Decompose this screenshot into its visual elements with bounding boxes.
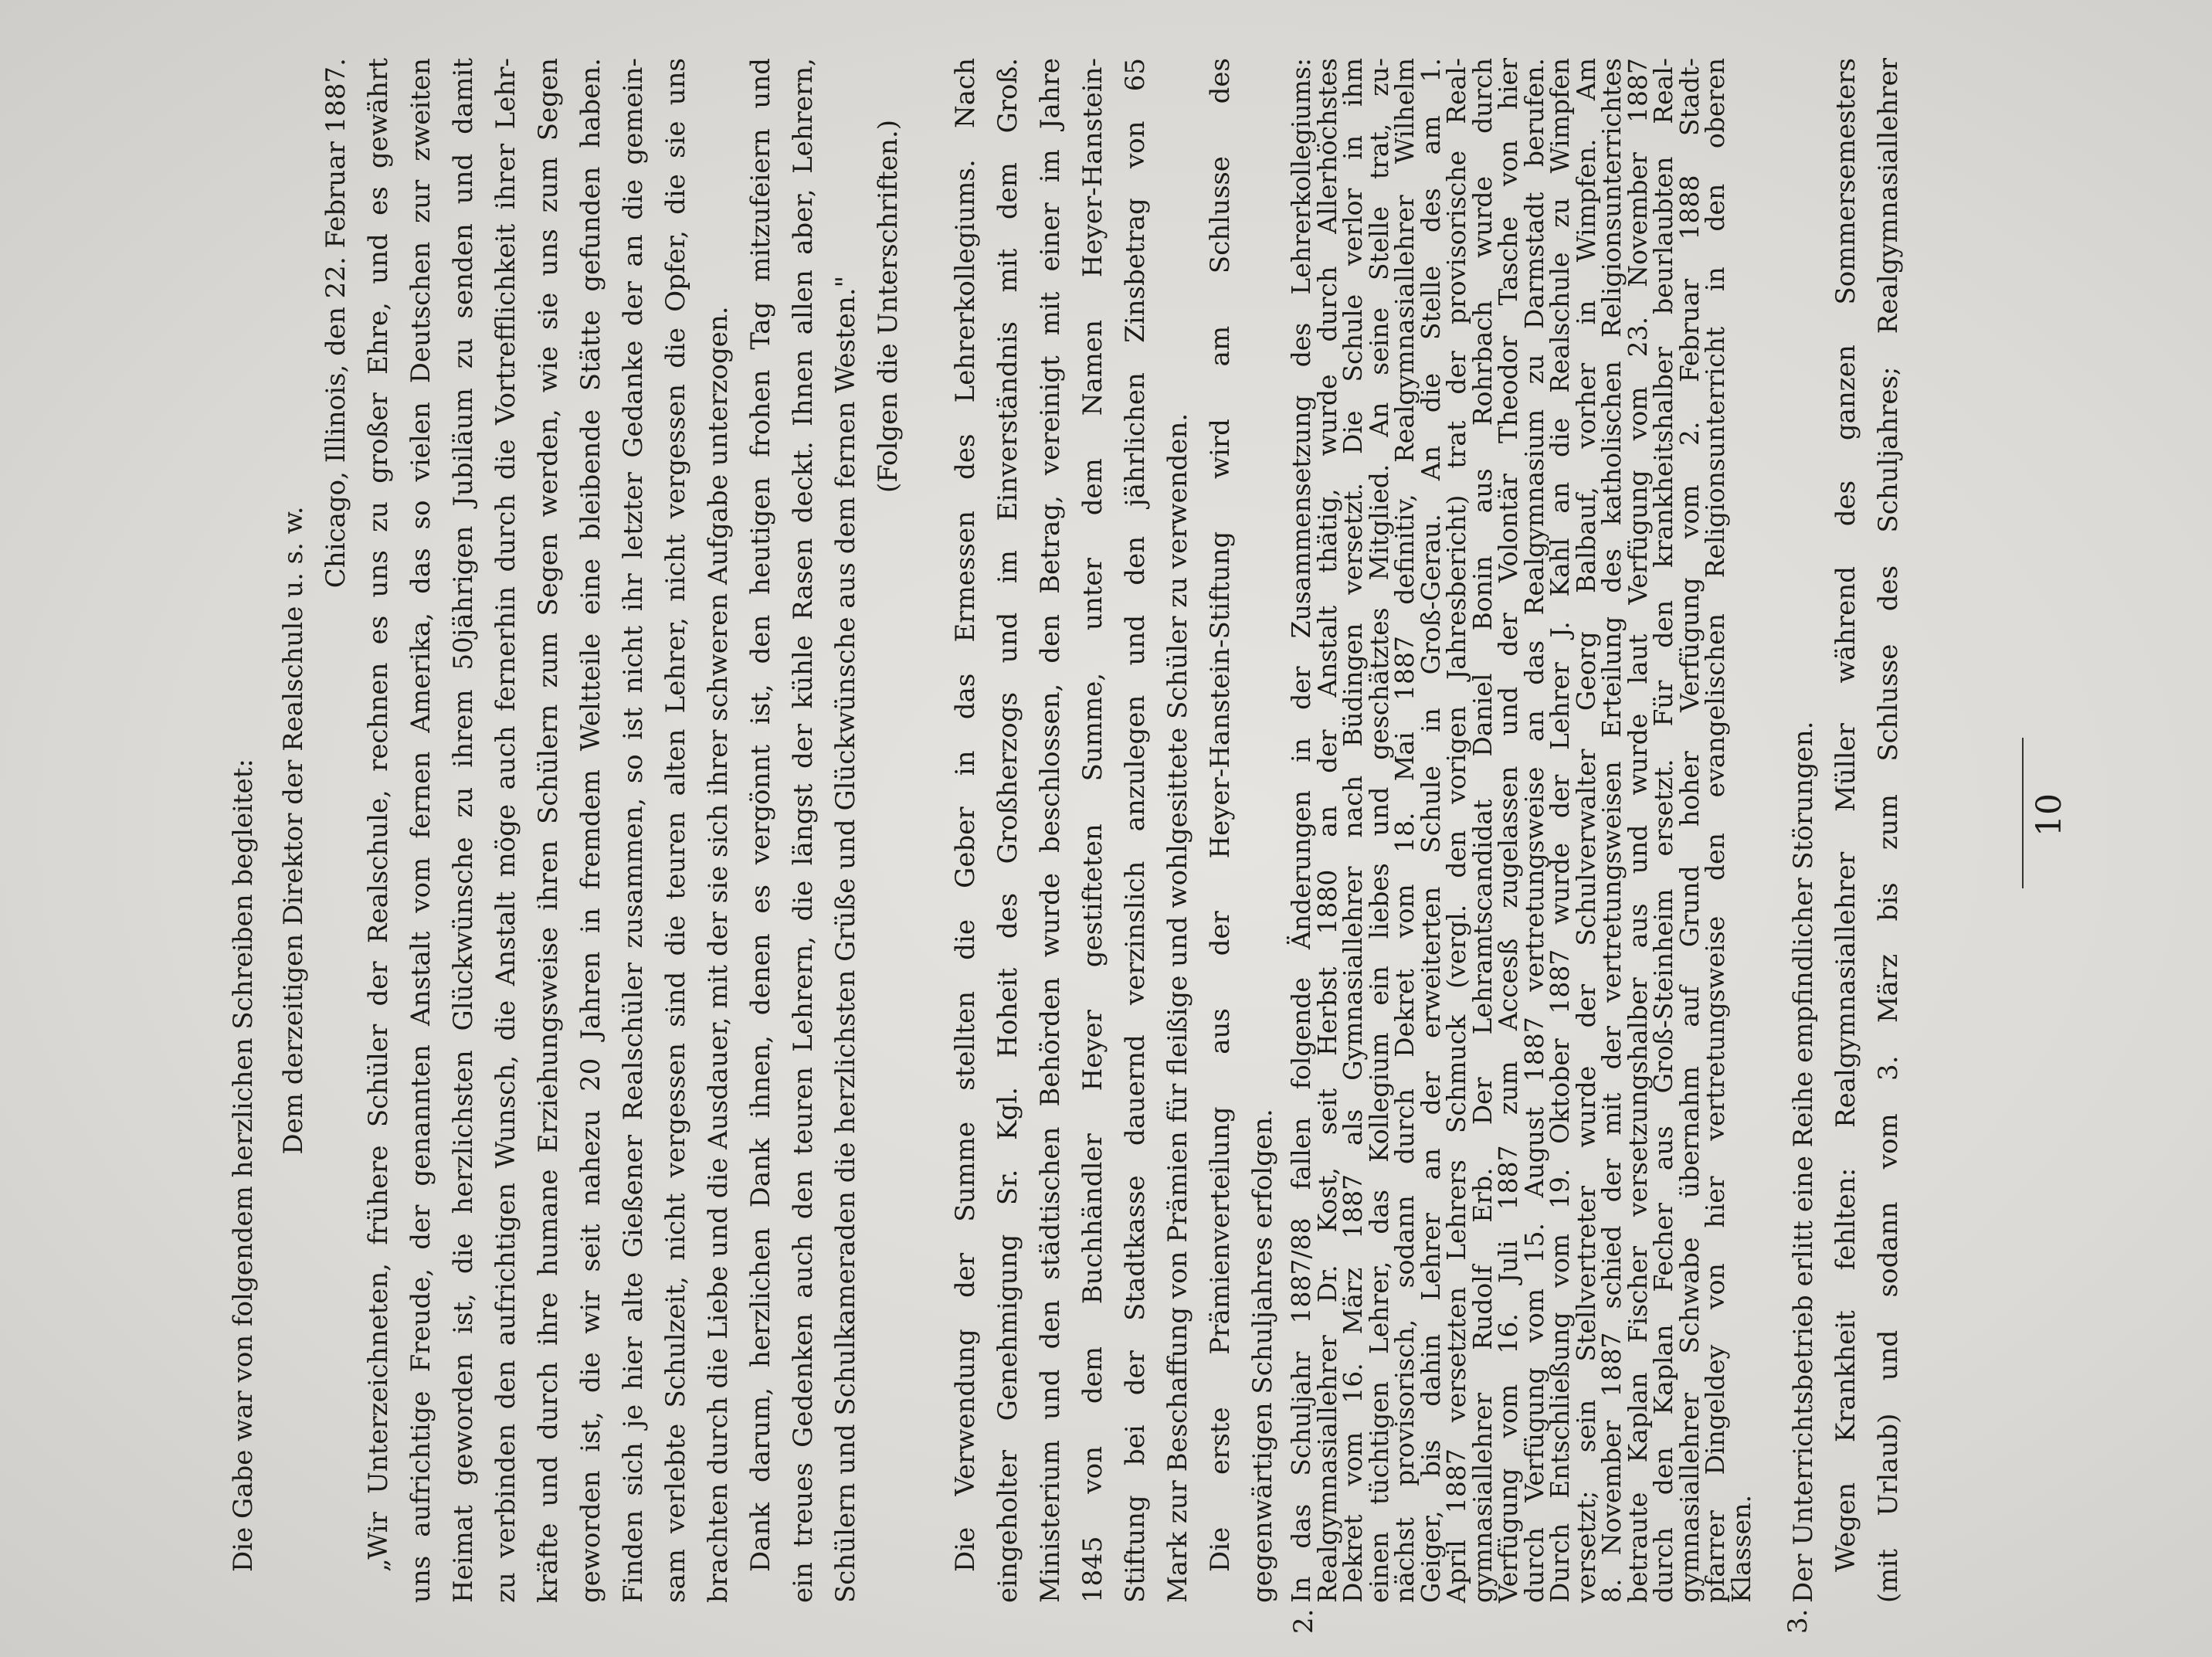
page-number-rule	[2022, 738, 2024, 888]
section-2-lines	[1288, 58, 1754, 1603]
letter-line: Schülern und Schulkameraden die herzlichsten Grüße und Glückwünsche aus dem fernen Westen."	[830, 275, 861, 1603]
letter-line: Dank darum, herzlichen Dank ihnen, denen es vergönnt ist, den heutigen frohen Tag mitzufeiern und	[745, 58, 776, 1572]
letter-line: uns aufrichtige Freude, der genannten Anstalt vom fernen Amerika, das so vielen Deutschen zur zweiten	[405, 58, 436, 1603]
paragraph-line: 1845 von dem Buchhändler Heyer gestifteten Summe, unter dem Namen Heyer-Hanstein-	[1077, 58, 1108, 1603]
section-2	[1288, 58, 1754, 1603]
paragraph-line: Die erste Prämienverteilung aus der Heyer-Hanstein-Stiftung wird am Schlusse des	[1205, 58, 1236, 1572]
letter-line: geworden ist, die wir seit nahezu 20 Jahren in fremdem Weltteile eine bleibende Stätte gefunden haben.	[575, 58, 606, 1603]
section-3-line: (mit Urlaub) und sodann vom 3. März bis zum Schlusse des Schuljahres; Realgymnasiallehrer	[1873, 58, 1904, 1603]
section-3-line: Wegen Krankheit fehlten: Realgymnasiallehrer Müller während des ganzen Sommersemesters	[1830, 58, 1861, 1572]
section-2-line: Realgymnasiallehrer Dr. Kost, seit Herbst 1880 an der Anstalt thätig, wurde durch Allerhöchstes	[1311, 58, 1342, 1603]
letter-body	[358, 58, 867, 1603]
letter-line: Finden sich je hier alte Gießener Realschüler zusammen, so ist nicht ihr letzter Gedanke der an die gemein-	[618, 58, 649, 1603]
intro-block	[222, 58, 265, 1603]
section-2-line: gymnasiallehrer Rudolf Erb. Der Lehramtscandidat Daniel Bonin aus Rohrbach wurde durch	[1467, 58, 1498, 1603]
section-2-line: versetzt; sein Stellvertreter wurde der Schulverwalter Georg Balbauf, vorher in Wimpfen. Am	[1570, 58, 1601, 1603]
section-2-line: 8. November 1887 schied der mit der vertretungsweisen Erteilung des katholischen Religionsunterrichtes	[1596, 58, 1627, 1603]
section-2-line: pfarrer Dingeldey von hier vertretungsweise den evangelischen Religionsunterricht in den oberen	[1700, 58, 1730, 1603]
rotated-text-area	[176, 23, 2069, 1634]
letter-line: kräfte und durch ihre humane Erziehungsweise ihren Schülern zum Segen werden, wie sie uns zum Segen	[533, 58, 564, 1603]
letter-place-date: Chicago, Illinois, den 22. Februar 1887.	[321, 58, 351, 589]
paragraph-line: Die Verwendung der Summe stellten die Geber in das Ermessen des Lehrerkollegiums. Nach	[950, 58, 981, 1572]
letter-line: ein treues Gedenken auch den teuren Lehrern, die längst der kühle Rasen deckt. Ihnen allen aber, Lehrern,	[788, 58, 819, 1603]
section-2-line: Dekret vom 16. März 1887 als Gymnasiallehrer nach Büdingen versetzt. Die Schule verlor in ihm	[1338, 58, 1368, 1603]
section-2-line: nächst provisorisch, sodann durch Dekret vom 18. Mai 1887 definitiv, Realgymnasiallehrer Wilhelm	[1389, 58, 1420, 1603]
section-3-line: Der Unterrichtsbetrieb erlitt eine Reihe empfindlicher Störungen.	[1788, 721, 1819, 1603]
letter-signature-note: (Folgen die Unterschriften.)	[873, 120, 904, 493]
section-2-line: durch Verfügung vom 15. August 1887 vertretungsweise an das Realgymnasium zu Darmstadt berufen.	[1518, 58, 1549, 1603]
paragraph-line: Mark zur Beschaffung von Prämien für fleißige und wohlgesittete Schüler zu verwenden.	[1162, 413, 1193, 1603]
paragraph-line: gegenwärtigen Schuljahres erfolgen.	[1247, 1109, 1278, 1603]
section-2-line: April 1887 versetzten Lehrers Schmuck (vergl. den vorigen Jahresbericht) trat der provisorische Real-	[1441, 58, 1471, 1603]
section-2-line: betraute Kaplan Fischer versetzungshalber aus und wurde laut Verfügung vom 23. November 1887	[1622, 58, 1653, 1603]
letter-salutation: Dem derzeitigen Direktor der Realschule u. s. w.	[278, 506, 309, 1155]
paragraph-line: Stiftung bei der Stadtkasse dauernd verzinslich anzulegen und den jährlichen Zinsbetrag von 65	[1120, 58, 1151, 1603]
letter-block	[273, 58, 910, 1603]
paragraph-1-lines	[945, 58, 1284, 1603]
letter-line: „Wir Unterzeichneten, frühere Schüler der Realschule, rechnen es uns zu großer Ehre, und es gewährt	[363, 58, 394, 1572]
section-3-number: 3.	[1783, 1608, 1813, 1634]
letter-line: zu verbinden den aufrichtigen Wunsch, die Anstalt möge auch fernerhin durch die Vortrefflichkeit ihrer Lehr-	[490, 58, 521, 1603]
section-3-lines	[1783, 58, 1910, 1603]
letter-line: sam verlebte Schulzeit, nicht vergessen sind die teuren alten Lehrer, nicht vergessen die Opfer, die sie uns	[660, 58, 691, 1603]
letter-line: brachten durch die Liebe und die Ausdauer, mit der sie sich ihrer schweren Aufgabe unterzogen.	[703, 306, 734, 1603]
section-2-line: Geiger, bis dahin Lehrer an der erweiterten Schule in Groß-Gerau. An die Stelle des am 1.	[1415, 58, 1446, 1603]
paragraph-1	[945, 58, 1284, 1603]
section-2-line: Verfügung vom 16. Juli 1887 zum Accesß zugelassen und der Volontär Theodor Tasche von hier	[1493, 58, 1523, 1603]
paragraph-line: eingeholter Genehmigung Sr. Kgl. Hoheit des Großherzogs und im Einverständnis mit dem Groß.	[992, 58, 1023, 1603]
paragraph-line: Ministerium und den städtischen Behörden wurde beschlossen, den Betrag, vereinigt mit einer im Jahre	[1035, 58, 1066, 1603]
page-number: 10	[2030, 793, 2069, 837]
section-2-line: einen tüchtigen Lehrer, das Kollegium ein liebes und geschätztes Mitglied. An seine Stelle trat, zu-	[1363, 58, 1394, 1603]
section-3	[1783, 58, 1910, 1603]
letter-line: Heimat geworden ist, die herzlichsten Glückwünsche zu ihrem 50jährigen Jubiläum zu senden und damit	[448, 58, 479, 1603]
section-2-line: Klassen.	[1725, 1494, 1756, 1603]
section-2-line: Durch Entschließung vom 19. Oktober 1887 wurde der Lehrer J. Kahl an die Realschule zu Wimpfen	[1545, 58, 1575, 1603]
section-2-line: durch den Kaplan Fecher aus Groß-Steinheim ersetzt. Für den krankheitshalber beurlaubten Real-	[1648, 58, 1678, 1603]
section-2-line: gymnasiallehrer Schwabe übernahm auf Grund hoher Verfügung vom 2. Februar 1888 Stadt-	[1674, 58, 1705, 1603]
intro-line: Die Gabe war von folgendem herzlichen Schreiben begleitet:	[228, 759, 259, 1572]
section-2-number: 2.	[1288, 1608, 1319, 1634]
section-2-line: In das Schuljahr 1887/88 fallen folgende Änderungen in der Zusammensetzung des Lehrerkollegiums:	[1286, 58, 1316, 1603]
